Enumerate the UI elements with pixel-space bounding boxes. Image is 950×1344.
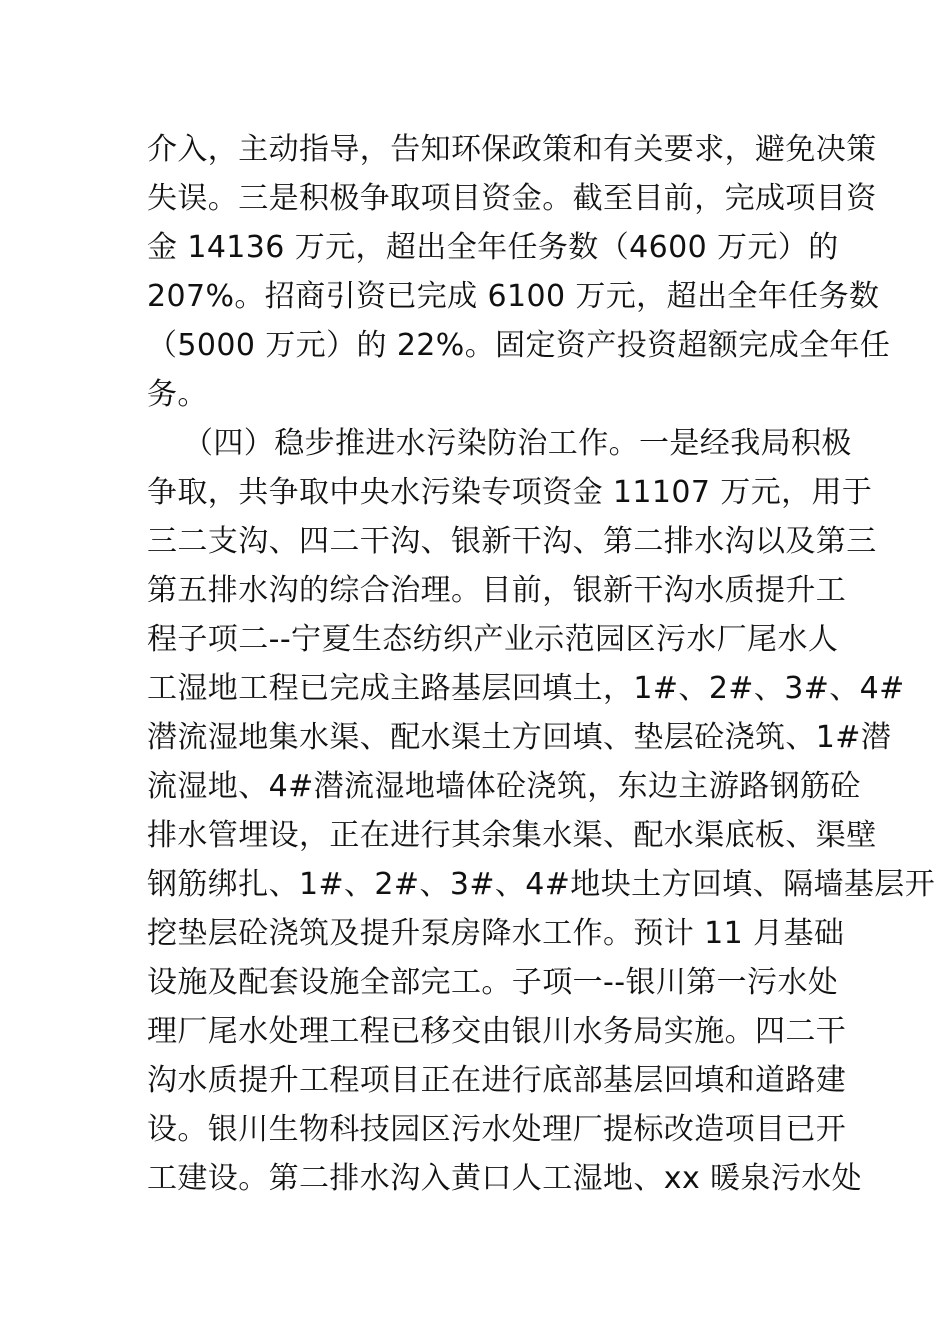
- document-body: [147, 125, 936, 1203]
- text-line: 工建设。第二排水沟入黄口人工湿地、xx 暖泉污水处: [147, 1161, 863, 1196]
- text-line: 钢筋绑扎、1#、2#、3#、4#地块土方回填、隔墙基层开: [147, 867, 936, 902]
- text-line: 排水管埋设，正在进行其余集水渠、配水渠底板、渠壁: [147, 818, 877, 853]
- text-line: 潜流湿地集水渠、配水渠土方回填、垫层砼浇筑、1#潜: [147, 720, 892, 755]
- text-line: 金 14136 万元，超出全年任务数（4600 万元）的: [147, 230, 839, 265]
- text-line: 程子项二--宁夏生态纺织产业示范园区污水厂尾水人: [147, 622, 839, 657]
- text-line: 流湿地、4#潜流湿地墙体砼浇筑，东边主游路钢筋砼: [147, 769, 861, 804]
- text-line: 理厂尾水处理工程已移交由银川水务局实施。四二干: [147, 1014, 847, 1049]
- text-line: 务。: [147, 377, 208, 412]
- text-line: 失误。三是积极争取项目资金。截至目前，完成项目资: [147, 181, 877, 216]
- text-line: 设施及配套设施全部完工。子项一--银川第一污水处: [147, 965, 839, 1000]
- text-line: 工湿地工程已完成主路基层回填土，1#、2#、3#、4#: [147, 671, 905, 706]
- paragraph-water-pollution: [147, 419, 936, 1203]
- text-line: 介入，主动指导，告知环保政策和有关要求，避免决策: [147, 132, 877, 167]
- text-line: 207%。招商引资已完成 6100 万元，超出全年任务数: [147, 279, 880, 314]
- text-line: 挖垫层砼浇筑及提升泵房降水工作。预计 11 月基础: [147, 916, 845, 951]
- text-line: 设。银川生物科技园区污水处理厂提标改造项目已开: [147, 1112, 847, 1147]
- text-line: 三二支沟、四二干沟、银新干沟、第二排水沟以及第三: [147, 524, 877, 559]
- paragraph-funding-results: [147, 125, 891, 419]
- text-line: 第五排水沟的综合治理。目前，银新干沟水质提升工: [147, 573, 847, 608]
- section-heading-line: （四）稳步推进水污染防治工作。一是经我局积极: [183, 426, 852, 461]
- text-line: 沟水质提升工程项目正在进行底部基层回填和道路建: [147, 1063, 847, 1098]
- text-line: 争取，共争取中央水污染专项资金 11107 万元，用于: [147, 475, 873, 510]
- text-line: （5000 万元）的 22%。固定资产投资超额完成全年任: [147, 328, 891, 363]
